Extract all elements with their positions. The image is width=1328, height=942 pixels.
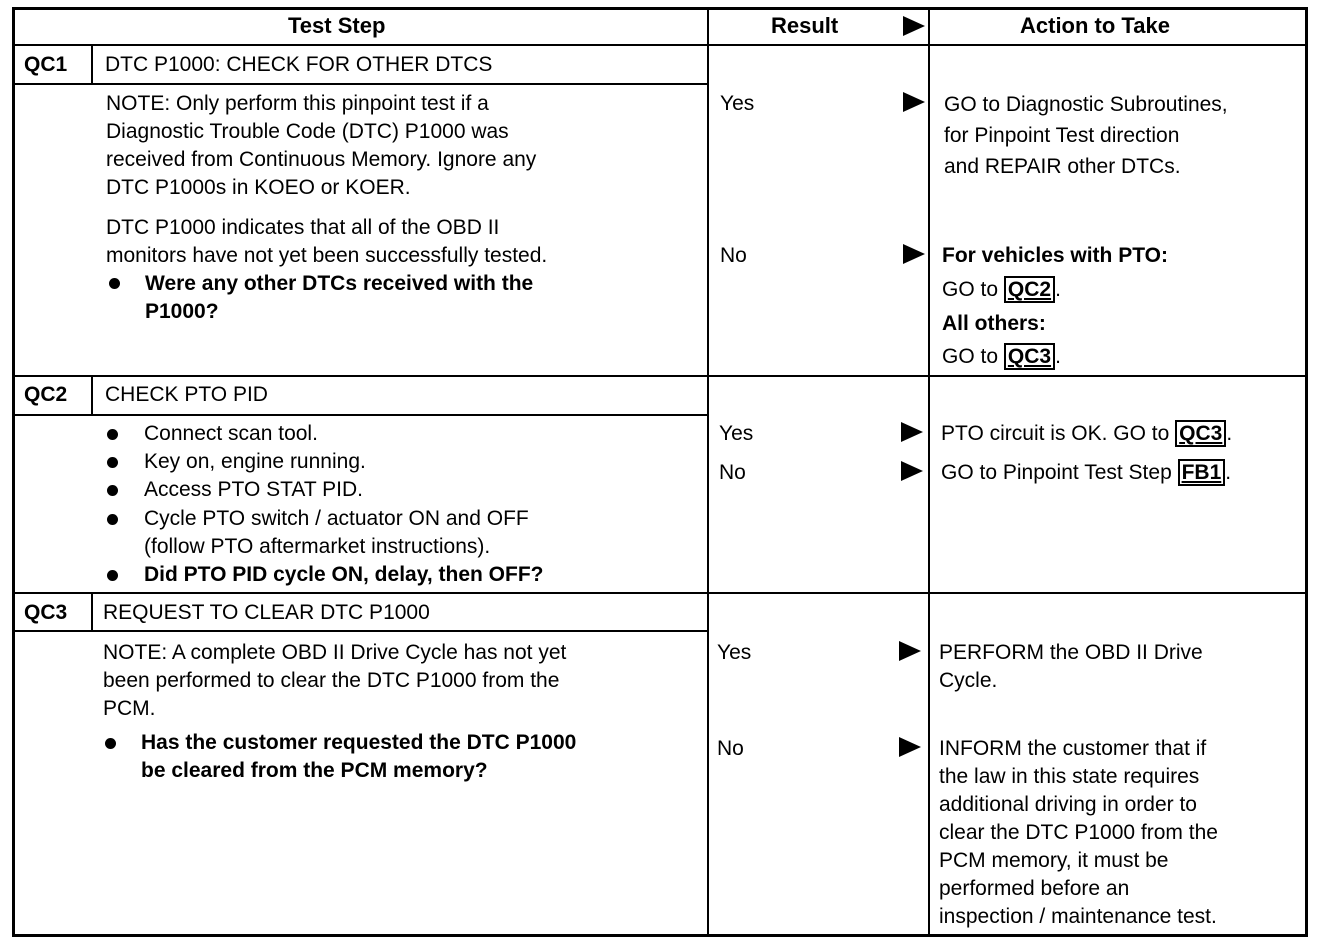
qc1-question-line: Were any other DTCs received with the: [145, 272, 534, 295]
header-test-step: Test Step: [288, 13, 386, 38]
qc1-yes-action-line: GO to Diagnostic Subroutines,: [944, 93, 1228, 116]
qc2-question: Did PTO PID cycle ON, delay, then OFF?: [144, 563, 544, 586]
qc2-step: Connect scan tool.: [144, 422, 318, 445]
qc3-link[interactable]: QC3: [1004, 343, 1055, 370]
bullet-icon: [107, 514, 118, 525]
qc2-step: Key on, engine running.: [144, 450, 366, 473]
row-divider-qc2: [12, 375, 1308, 377]
qc1-note-line: Diagnostic Trouble Code (DTC) P1000 was: [106, 120, 509, 143]
goto-text: GO to: [942, 278, 999, 301]
qc3-yes-action-line: Cycle.: [939, 669, 998, 692]
qc1-title: DTC P1000: CHECK FOR OTHER DTCS: [105, 53, 493, 76]
period: .: [1055, 345, 1061, 368]
qc3-yes-action-line: PERFORM the OBD II Drive: [939, 641, 1203, 664]
qc3-note-line: NOTE: A complete OBD II Drive Cycle has not yet: [103, 641, 567, 664]
qc3-title-underline: [12, 630, 709, 632]
table-border-left: [12, 7, 15, 937]
qc2-link[interactable]: QC2: [1004, 276, 1055, 303]
qc3-no-action-line: clear the DTC P1000 from the: [939, 821, 1218, 844]
qc2-result-yes: Yes: [719, 422, 754, 445]
header-arrow-icon: [903, 16, 925, 36]
bullet-icon: [109, 278, 120, 289]
qc1-goto-qc3: [942, 343, 1061, 371]
qc1-id-divider: [91, 44, 93, 84]
qc3-no-arrow-icon: [899, 737, 921, 757]
period: .: [1055, 278, 1061, 301]
table-border-right: [1305, 7, 1308, 937]
qc3-id: QC3: [24, 601, 68, 624]
qc2-id-divider: [91, 375, 93, 415]
header-divider: [12, 44, 1308, 46]
qc1-note-line: received from Continuous Memory. Ignore any: [106, 148, 537, 171]
action-text: GO to Pinpoint Test Step: [941, 461, 1172, 484]
qc3-id-divider: [91, 592, 93, 632]
qc1-id: QC1: [24, 53, 68, 76]
qc1-result-yes: Yes: [720, 92, 755, 115]
bullet-icon: [107, 429, 118, 440]
qc3-note-line: PCM.: [103, 697, 156, 720]
table-border-bottom: [12, 934, 1308, 937]
qc2-id: QC2: [24, 383, 68, 406]
qc2-yes-arrow-icon: [901, 422, 923, 442]
column-divider-result: [707, 7, 709, 937]
qc3-no-action-line: PCM memory, it must be: [939, 849, 1169, 872]
qc3-result-no: No: [717, 737, 744, 760]
qc3-note-line: been performed to clear the DTC P1000 from the: [103, 669, 560, 692]
qc3-no-action-line: additional driving in order to: [939, 793, 1197, 816]
fb1-link[interactable]: FB1: [1178, 459, 1226, 486]
qc3-no-action-line: INFORM the customer that if: [939, 737, 1207, 760]
period: .: [1226, 422, 1233, 445]
qc1-desc-line: DTC P1000 indicates that all of the OBD II: [106, 216, 500, 239]
qc2-step: Cycle PTO switch / actuator ON and OFF: [144, 507, 529, 530]
qc2-title-underline: [12, 414, 709, 416]
qc1-yes-arrow-icon: [903, 92, 925, 112]
qc1-note-line: NOTE: Only perform this pinpoint test if a: [106, 92, 489, 115]
qc3-title: REQUEST TO CLEAR DTC P1000: [103, 601, 430, 624]
period: .: [1225, 461, 1232, 484]
action-text: PTO circuit is OK. GO to: [941, 422, 1170, 445]
qc3-yes-arrow-icon: [899, 641, 921, 661]
bullet-icon: [107, 457, 118, 468]
qc3-question-line: Has the customer requested the DTC P1000: [141, 731, 577, 754]
qc1-pto-label: For vehicles with PTO:: [942, 244, 1168, 267]
qc1-yes-action-line: for Pinpoint Test direction: [944, 124, 1180, 147]
qc1-goto-qc2: [942, 276, 1061, 304]
qc3-no-action-line: inspection / maintenance test.: [939, 905, 1217, 928]
qc3-no-action-line: the law in this state requires: [939, 765, 1200, 788]
bullet-icon: [107, 485, 118, 496]
header-action: Action to Take: [1020, 13, 1170, 38]
qc2-yes-action: [941, 420, 1232, 448]
qc2-result-no: No: [719, 461, 746, 484]
qc1-yes-action-line: and REPAIR other DTCs.: [944, 155, 1181, 178]
qc3-result-yes: Yes: [717, 641, 752, 664]
table-border-top: [12, 7, 1308, 10]
qc3-question-line: be cleared from the PCM memory?: [141, 759, 488, 782]
qc2-no-action: [941, 459, 1231, 487]
bullet-icon: [107, 570, 118, 581]
qc2-title: CHECK PTO PID: [105, 383, 268, 406]
qc1-others-label: All others:: [942, 312, 1046, 335]
column-divider-action: [928, 7, 930, 937]
qc2-no-arrow-icon: [901, 461, 923, 481]
qc1-title-underline: [12, 83, 709, 85]
qc1-desc-line: monitors have not yet been successfully tested.: [106, 244, 548, 267]
qc1-question-line: P1000?: [145, 300, 219, 323]
qc1-note-line: DTC P1000s in KOEO or KOER.: [106, 176, 411, 199]
header-result: Result: [771, 13, 839, 38]
qc3-no-action-line: performed before an: [939, 877, 1130, 900]
qc2-step-cont: (follow PTO aftermarket instructions).: [144, 535, 491, 558]
qc1-no-arrow-icon: [903, 244, 925, 264]
qc1-result-no: No: [720, 244, 747, 267]
row-divider-qc3: [12, 592, 1308, 594]
qc2-step: Access PTO STAT PID.: [144, 478, 363, 501]
goto-text: GO to: [942, 345, 999, 368]
qc3-link[interactable]: QC3: [1175, 420, 1226, 447]
bullet-icon: [105, 738, 116, 749]
